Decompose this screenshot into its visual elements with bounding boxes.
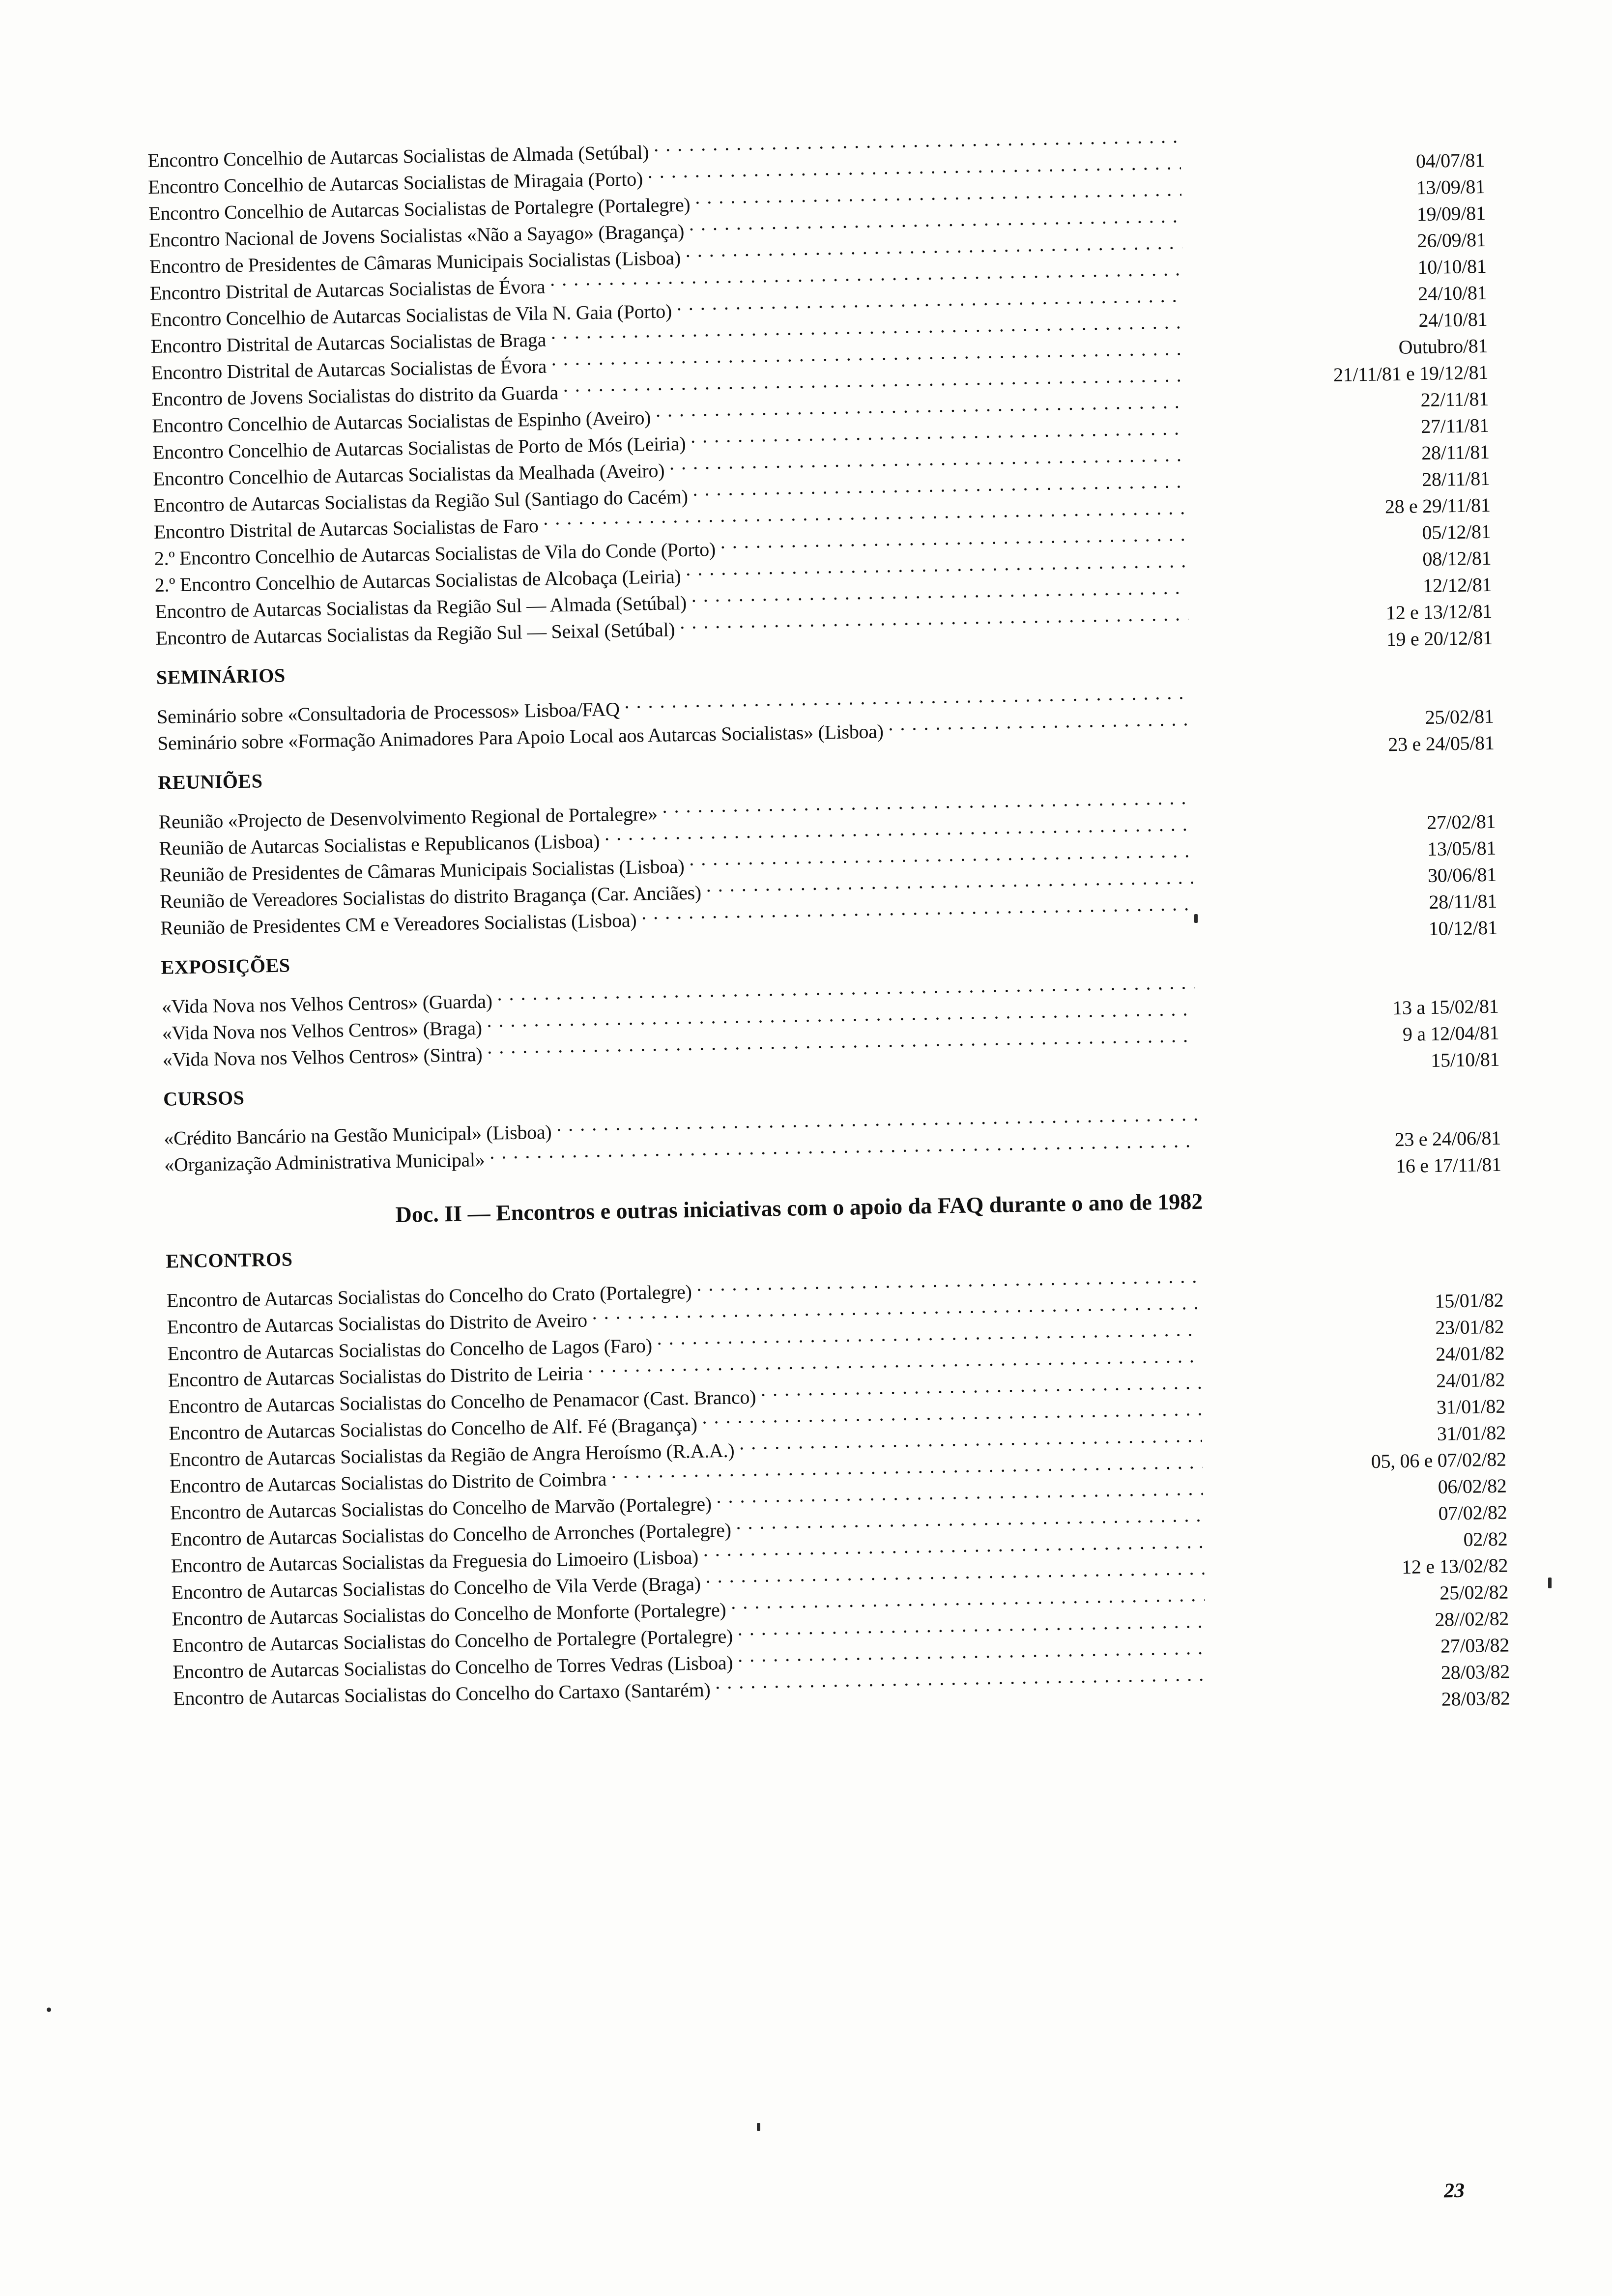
entry-date: 31/01/82 [1437, 1421, 1506, 1445]
section-heading-reunioes-1981: REUNIÕES [158, 770, 263, 794]
entry-label: Encontro de Autarcas Socialistas do Distrito de Aveiro [167, 1309, 588, 1338]
entry-date: 13 a 15/02/81 [1392, 995, 1499, 1019]
dot-leader [696, 1270, 1200, 1298]
entry-label: Encontro de Autarcas Socialistas da Região de Angra Heroísmo (R.A.A.) [169, 1439, 735, 1471]
entry-date: 28/03/82 [1440, 1660, 1510, 1684]
entry-date: 24/01/82 [1436, 1368, 1505, 1392]
entry-label: Encontro de Jovens Socialistas do distrito da Guarda [151, 381, 559, 410]
entry-label: Encontro de Autarcas Socialistas do Concelho de Lagos (Faro) [167, 1334, 653, 1365]
entry-label: Encontro Concelhio de Autarcas Socialistas de Portalegre (Portalegre) [148, 193, 691, 225]
entry-date: 23 e 24/05/81 [1388, 731, 1495, 756]
scan-speck [47, 2008, 51, 2012]
entry-label: Encontro Concelhio de Autarcas Socialistas de Almada (Setúbal) [147, 141, 649, 172]
entry-label: «Vida Nova nos Velhos Centros» (Sintra) [162, 1043, 483, 1071]
entry-label: «Organização Administrativa Municipal» [164, 1148, 485, 1176]
section-heading-cursos-1981: CURSOS [163, 1086, 245, 1110]
entry-label: Encontro de Autarcas Socialistas do Distrito de Leiria [168, 1362, 583, 1391]
entry-date: 15/01/82 [1435, 1289, 1504, 1312]
entry-date: 24/10/81 [1418, 281, 1487, 305]
entry-label: Seminário sobre «Consultadoria de Processos» Lisboa/FAQ [156, 698, 620, 728]
section-heading-exposicoes-1981: EXPOSIÇÕES [161, 954, 290, 978]
entry-date: 02/82 [1463, 1527, 1508, 1550]
scan-speck [1548, 1578, 1552, 1588]
entry-label: Encontro Distrital de Autarcas Socialistas de Évora [151, 355, 547, 384]
entry-label: Encontro de Autarcas Socialistas da Freguesia do Limoeiro (Lisboa) [171, 1546, 699, 1577]
entry-label: Encontro de Autarcas Socialistas do Concelho do Cartaxo (Santarém) [173, 1678, 711, 1710]
entry-date: 05, 06 e 07/02/82 [1371, 1448, 1507, 1473]
entry-label: 2.º Encontro Concelhio de Autarcas Socialistas de Vila do Conde (Porto) [154, 538, 716, 570]
entry-date: 28//02/82 [1435, 1607, 1509, 1631]
entry-label: Encontro de Autarcas Socialistas do Distrito de Coimbra [169, 1467, 607, 1497]
entry-date: 28/03/82 [1441, 1687, 1511, 1710]
entry-label: Encontro Concelhio de Autarcas Socialistas de Espinho (Aveiro) [152, 406, 651, 437]
dot-leader [662, 792, 1191, 820]
entry-label: Encontro de Presidentes de Câmaras Municipais Socialistas (Lisboa) [149, 247, 681, 278]
entry-date: 16 e 17/11/81 [1395, 1153, 1502, 1177]
entry-date: 13/05/81 [1427, 836, 1497, 861]
entry-date: 06/02/82 [1438, 1474, 1507, 1498]
entry-date: 25/02/82 [1439, 1580, 1509, 1604]
entry-label: Encontro Concelhio de Autarcas Socialistas da Mealhada (Aveiro) [152, 459, 665, 490]
entry-label: Reunião de Vereadores Socialistas do distrito Bragança (Car. Anciães) [160, 881, 702, 913]
entry-date: 10/10/81 [1417, 255, 1487, 279]
entry-date: 24/01/82 [1435, 1342, 1505, 1365]
entry-date: 28/11/81 [1421, 467, 1490, 491]
entry-date: 08/12/81 [1422, 546, 1492, 571]
entry-label: «Vida Nova nos Velhos Centros» (Guarda) [161, 990, 493, 1018]
entry-label: Encontro de Autarcas Socialistas da Região Sul — Almada (Setúbal) [155, 591, 687, 623]
entry-date: 27/11/81 [1421, 414, 1490, 438]
entry-label: Encontro de Autarcas Socialistas do Concelho de Marvão (Portalegre) [170, 1492, 712, 1524]
entry-label: Encontro Distrital de Autarcas Socialistas de Évora [149, 275, 546, 304]
entry-date: 31/01/82 [1436, 1395, 1506, 1418]
entry-date: 21/11/81 e 19/12/81 [1333, 361, 1489, 386]
entry-label: Encontro de Autarcas Socialistas do Concelho de Arronches (Portalegre) [170, 1519, 732, 1550]
entry-label: Encontro Distrital de Autarcas Socialistas de Faro [153, 514, 539, 543]
entry-date: 19/09/81 [1416, 201, 1486, 226]
entry-label: Encontro de Autarcas Socialistas do Concelho de Torres Vedras (Lisboa) [173, 1651, 733, 1683]
dot-leader [556, 1108, 1197, 1139]
entry-label: «Vida Nova nos Velhos Centros» (Braga) [162, 1016, 483, 1044]
entry-label: Encontro de Autarcas Socialistas do Concelho de Vila Verde (Braga) [171, 1572, 701, 1604]
entry-date: 23 e 24/06/81 [1394, 1126, 1501, 1151]
dot-leader [624, 687, 1190, 716]
entry-date: 24/10/81 [1418, 308, 1488, 332]
entry-date: 22/11/81 [1420, 387, 1489, 411]
entry-date: 07/02/82 [1438, 1501, 1507, 1524]
entry-date: 12/12/81 [1422, 573, 1492, 597]
entry-date: Outubro/81 [1398, 334, 1488, 358]
entry-label: Encontro Nacional de Jovens Socialistas «Não a Sayago» (Bragança) [148, 220, 685, 251]
entry-label: Encontro de Autarcas Socialistas do Concelho de Monforte (Portalegre) [172, 1598, 726, 1630]
entry-label: Encontro de Autarcas Socialistas do Concelho de Portalegre (Portalegre) [172, 1625, 733, 1657]
entry-date: 04/07/81 [1415, 148, 1485, 172]
entry-label: Encontro Concelhio de Autarcas Socialistas de Vila N. Gaia (Porto) [150, 300, 672, 331]
dot-leader [497, 976, 1195, 1008]
entry-date: 25/02/81 [1425, 705, 1494, 729]
entry-label: Reunião de Presidentes CM e Vereadores Socialistas (Lisboa) [160, 909, 637, 939]
entry-date: 23/01/82 [1435, 1315, 1504, 1339]
entry-date: 05/12/81 [1422, 520, 1491, 544]
entry-label: Encontro de Autarcas Socialistas do Concelho do Crato (Portalegre) [166, 1280, 692, 1312]
entry-label: Encontro Distrital de Autarcas Socialistas de Braga [150, 328, 547, 357]
entry-date: 9 a 12/04/81 [1402, 1021, 1499, 1045]
entry-date: 13/09/81 [1416, 175, 1486, 199]
entry-date: 28/11/81 [1429, 890, 1497, 913]
section-heading-encontros-1982: ENCONTROS [166, 1248, 293, 1272]
entry-label: Encontro Concelhio de Autarcas Socialistas de Miragaia (Porto) [147, 168, 643, 198]
entry-label: Encontro de Autarcas Socialistas do Concelho de Penamacor (Cast. Branco) [168, 1385, 756, 1418]
entry-label: Reunião de Autarcas Socialistas e Republicanos (Lisboa) [159, 830, 600, 860]
document-body [147, 125, 1510, 1712]
entry-label: Seminário sobre «Formação Animadores Para Apoio Local aos Autarcas Socialistas» (Lisboa) [157, 720, 884, 754]
entry-label: Encontro de Autarcas Socialistas da Região Sul — Seixal (Setúbal) [155, 618, 675, 649]
entry-date: 28/11/81 [1421, 440, 1490, 464]
entry-date: 27/02/81 [1426, 810, 1496, 834]
entry-label: Encontro de Autarcas Socialistas do Concelho de Alf. Fé (Bragança) [169, 1413, 698, 1444]
dot-leader [654, 130, 1181, 159]
entry-label: Reunião «Projecto de Desenvolvimento Regional de Portalegre» [158, 802, 658, 833]
entry-date: 30/06/81 [1427, 863, 1497, 887]
entry-date: 19 e 20/12/81 [1386, 626, 1493, 651]
entry-label: «Crédito Bancário na Gestão Municipal» (Lisboa) [164, 1120, 552, 1149]
entry-label: Encontro de Autarcas Socialistas da Região Sul (Santiago do Cacém) [153, 485, 689, 517]
entry-label: Reunião de Presidentes de Câmaras Municipais Socialistas (Lisboa) [159, 855, 685, 886]
entry-date: 28 e 29/11/81 [1384, 493, 1491, 518]
entry-date: 12 e 13/12/81 [1385, 600, 1493, 624]
entry-date: 26/09/81 [1417, 228, 1486, 252]
entry-label: Encontro Concelhio de Autarcas Socialistas de Porto de Mós (Leiria) [152, 432, 686, 463]
doc-ii-title: Doc. II — Encontros e outras iniciativas com o apoio da FAQ durante o ano de 1982 [395, 1188, 1203, 1227]
section-heading-seminarios-1981: SEMINÁRIOS [156, 664, 286, 689]
entry-date: 15/10/81 [1430, 1048, 1500, 1071]
entry-date: 27/03/82 [1440, 1634, 1510, 1657]
scan-speck [757, 2123, 760, 2131]
entry-date: 12 e 13/02/82 [1401, 1554, 1508, 1578]
entry-label: 2.º Encontro Concelhio de Autarcas Socialistas de Alcobaça (Leiria) [154, 565, 681, 596]
entry-date: 10/12/81 [1428, 916, 1498, 940]
page-number: 23 [1443, 2179, 1465, 2203]
